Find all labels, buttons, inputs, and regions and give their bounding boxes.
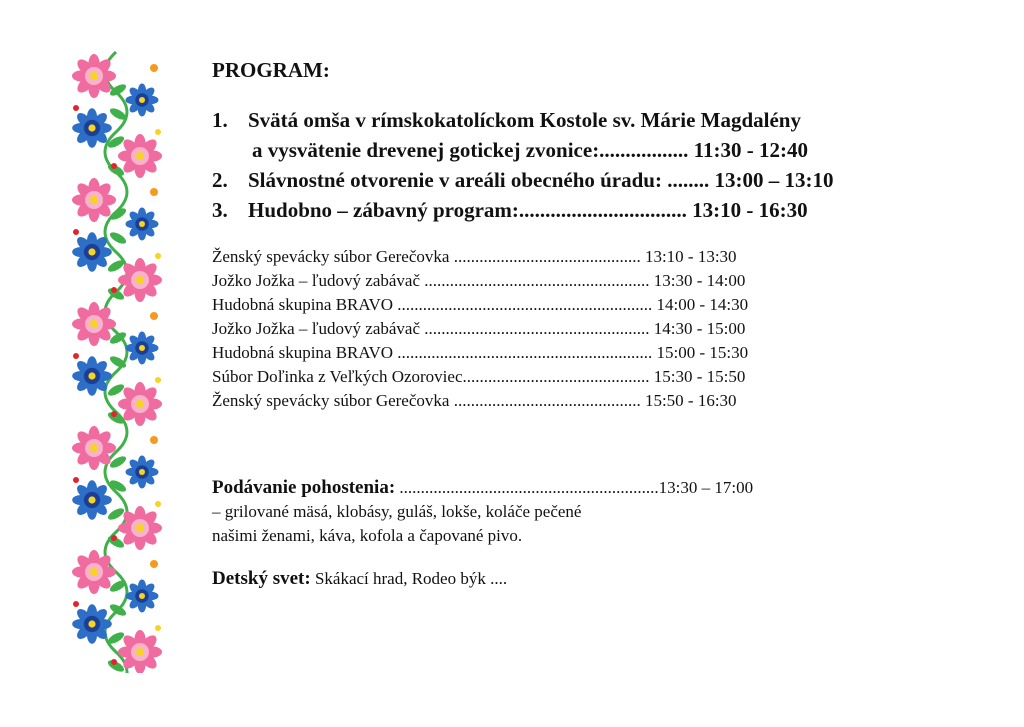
- accent-dot: [73, 229, 79, 235]
- accent-dot: [73, 601, 79, 607]
- main-item-2: [212, 165, 972, 195]
- accent-dot: [155, 377, 161, 383]
- accent-dot: [111, 659, 117, 665]
- leaf: [106, 506, 126, 522]
- blue-flower-core: [139, 469, 145, 475]
- accent-dot: [150, 560, 158, 568]
- blue-flower-core: [139, 345, 145, 351]
- blue-flower-core: [139, 221, 145, 227]
- blue-flower-core: [88, 496, 95, 503]
- accent-dot: [150, 436, 158, 444]
- refreshments-line-2: našimi ženami, káva, kofola a čapované pivo.: [212, 526, 523, 545]
- pink-flower-core: [90, 568, 98, 576]
- main-item-1: [212, 105, 972, 135]
- accent-dot: [150, 64, 158, 72]
- refreshments-title: Podávanie pohostenia:: [212, 477, 396, 498]
- main-item-text: Svätá omša v rímskokatolíckom Kostole sv. Márie Magdalény: [248, 108, 801, 132]
- schedule-row: Hudobná skupina BRAVO ............................................................ 14:00 - 14:30: [212, 295, 749, 314]
- accent-dot: [111, 287, 117, 293]
- accent-dot: [73, 105, 79, 111]
- main-item-number: 1.: [212, 108, 228, 132]
- schedule-row: Ženský spevácky súbor Gerečovka ............................................ 13:10 - 13:30: [212, 247, 737, 266]
- accent-dot: [150, 188, 158, 196]
- pink-flower-core: [90, 444, 98, 452]
- pink-flower-core: [90, 320, 98, 328]
- blue-flower-core: [88, 124, 95, 131]
- accent-dot: [155, 625, 161, 631]
- accent-dot: [155, 129, 161, 135]
- main-program-list: [212, 105, 972, 225]
- main-item-number: 2.: [212, 168, 228, 192]
- main-item-text: Slávnostné otvorenie v areáli obecného úradu: ........ 13:00 – 13:10: [248, 168, 834, 192]
- schedule-row: Súbor Doľinka z Veľkých Ozoroviec............................................ 15:30 - 15:50: [212, 367, 746, 386]
- schedule-row: Jožko Jožka – ľudový zabávač ..................................................... 14:30 - 15:00: [212, 319, 746, 338]
- kids-text: Skákací hrad, Rodeo býk ....: [310, 569, 508, 588]
- blue-flower-core: [139, 593, 145, 599]
- main-item-1-continuation: a vysvätenie drevenej gotickej zvonice:................. 11:30 - 12:40: [252, 138, 809, 162]
- accent-dot: [111, 411, 117, 417]
- program-content: [212, 58, 972, 590]
- pink-flower-core: [136, 524, 144, 532]
- schedule-row: Jožko Jožka – ľudový zabávač ..................................................... 13:30 - 14:00: [212, 271, 746, 290]
- pink-flower-core: [136, 648, 144, 656]
- blue-flower-core: [139, 97, 145, 103]
- main-item-3: [212, 195, 972, 225]
- refreshments-line-1: – grilované mäsá, klobásy, guláš, lokše, koláče pečené: [212, 502, 582, 521]
- schedule-row: Ženský spevácky súbor Gerečovka ............................................ 15:50 - 16:30: [212, 391, 737, 410]
- pink-flower-core: [90, 196, 98, 204]
- leaf: [108, 230, 128, 246]
- blue-flower-core: [88, 248, 95, 255]
- blue-flower-core: [88, 372, 95, 379]
- blue-flower-core: [88, 620, 95, 627]
- accent-dot: [73, 353, 79, 359]
- refreshments-section: [212, 476, 972, 548]
- main-item-number: 3.: [212, 198, 228, 222]
- accent-dot: [111, 163, 117, 169]
- music-schedule: [212, 245, 972, 413]
- accent-dot: [155, 253, 161, 259]
- pink-flower-core: [136, 152, 144, 160]
- refreshments-heading-row: [212, 476, 972, 500]
- accent-dot: [111, 535, 117, 541]
- leaf: [106, 382, 126, 398]
- pink-flower-core: [136, 400, 144, 408]
- folk-ornament-border: [64, 48, 168, 673]
- main-item-text: Hudobno – zábavný program:................................ 13:10 - 16:30: [248, 198, 808, 222]
- refreshments-time: .............................................................13:30 – 17:00: [395, 478, 754, 497]
- accent-dot: [150, 312, 158, 320]
- kids-title: Detský svet:: [212, 568, 311, 589]
- pink-flower-core: [136, 276, 144, 284]
- pink-flower-core: [90, 72, 98, 80]
- kids-section: [212, 568, 972, 590]
- schedule-row: Hudobná skupina BRAVO ............................................................ 15:00 - 15:30: [212, 343, 749, 362]
- program-title: PROGRAM:: [212, 58, 330, 82]
- accent-dot: [73, 477, 79, 483]
- accent-dot: [155, 501, 161, 507]
